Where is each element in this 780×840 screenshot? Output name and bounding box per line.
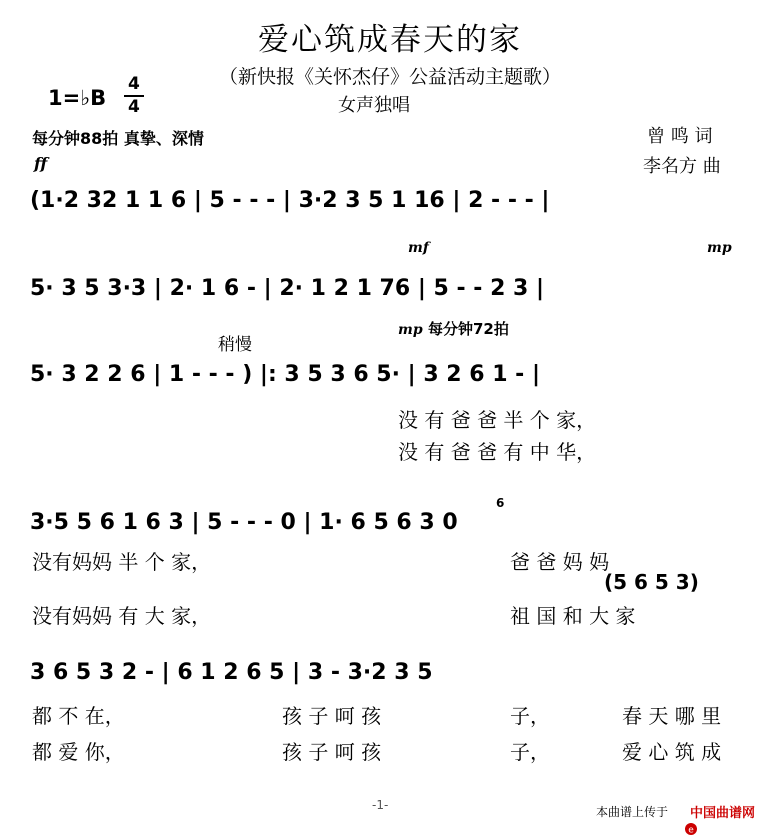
score-line-4: 3·5 5 6 1 6 3 | 5 - - - 0 | 1· 6 5 6 3 0 <box>30 510 458 535</box>
score-line-1: (1·2 32 1 1 6 | 5 - - - | 3·2 3 5 1 16 | 2 - - - | <box>30 188 550 213</box>
lyric-line-5a-4: 春 天 哪 里 <box>622 704 722 728</box>
lyric-line-5b-2: 孩 子 呵 孩 <box>282 740 382 764</box>
lyricist-credit: 曾 鸣 词 <box>647 126 713 147</box>
key-signature: 1=♭B <box>48 86 107 110</box>
lyric-line-5a-1: 都 不 在， <box>32 704 125 728</box>
score-line-5: 3 6 5 3 2 - | 6 1 2 6 5 | 3 - 3·2 3 5 <box>30 660 433 685</box>
upload-note: 本曲谱上传于 <box>596 805 669 819</box>
tempo-marking-2: 每分钟72拍 <box>428 320 509 338</box>
song-subtitle: （新快报《关怀杰仔》公益活动主题歌） <box>218 66 561 88</box>
dynamic-ff: ff <box>34 154 48 173</box>
lyric-line-4a-1: 没有妈妈 半 个 家， <box>32 550 212 574</box>
tempo-slower: 稍慢 <box>218 335 252 355</box>
svg-text:e: e <box>688 825 694 836</box>
site-logo-icon <box>674 802 694 836</box>
lyric-line-4b-1: 没有妈妈 有 大 家， <box>32 604 212 628</box>
dynamic-mp-2: mp <box>398 322 423 338</box>
composer-credit: 李名方 曲 <box>643 156 721 177</box>
lyric-line-5a-3: 子， <box>510 704 550 728</box>
lyric-line-5b-3: 子， <box>510 740 550 764</box>
score-line-4-alternate: (5 6 5 3) <box>604 570 699 594</box>
page-number: -1- <box>372 798 389 812</box>
lyric-line-5b-4: 爱 心 筑 成 <box>622 740 722 764</box>
time-signature-bottom: 4 <box>128 97 140 117</box>
score-line-2: 5· 3 5 3·3 | 2· 1 6 - | 2· 1 2 1 76 | 5 - - 2 3 | <box>30 276 545 301</box>
lyric-line-3b: 没 有 爸 爸 有 中 华， <box>398 440 597 464</box>
score-line-3: 5· 3 2 2 6 | 1 - - - ) |: 3 5 3 6 5· | 3 2 6 1 - | <box>30 362 541 387</box>
lyric-line-4a-2: 爸 爸 妈 妈 <box>510 550 610 574</box>
lyric-line-4b-2: 祖 国 和 大 家 <box>510 604 636 628</box>
tempo-marking: 每分钟88拍 真挚、深情 <box>32 129 204 148</box>
song-title: 爱心筑成春天的家 <box>258 22 522 58</box>
site-name: 中国曲谱网 <box>690 806 756 821</box>
dynamic-mp-1: mp <box>707 240 732 256</box>
lyric-line-5a-2: 孩 子 呵 孩 <box>282 704 382 728</box>
volta-mark: 6 <box>496 496 505 510</box>
lyric-line-3a: 没 有 爸 爸 半 个 家， <box>398 408 597 432</box>
performance-type: 女声独唱 <box>338 95 410 116</box>
time-signature-top: 4 <box>128 74 140 94</box>
lyric-line-5b-1: 都 爱 你， <box>32 740 125 764</box>
dynamic-mf: mf <box>408 240 429 256</box>
